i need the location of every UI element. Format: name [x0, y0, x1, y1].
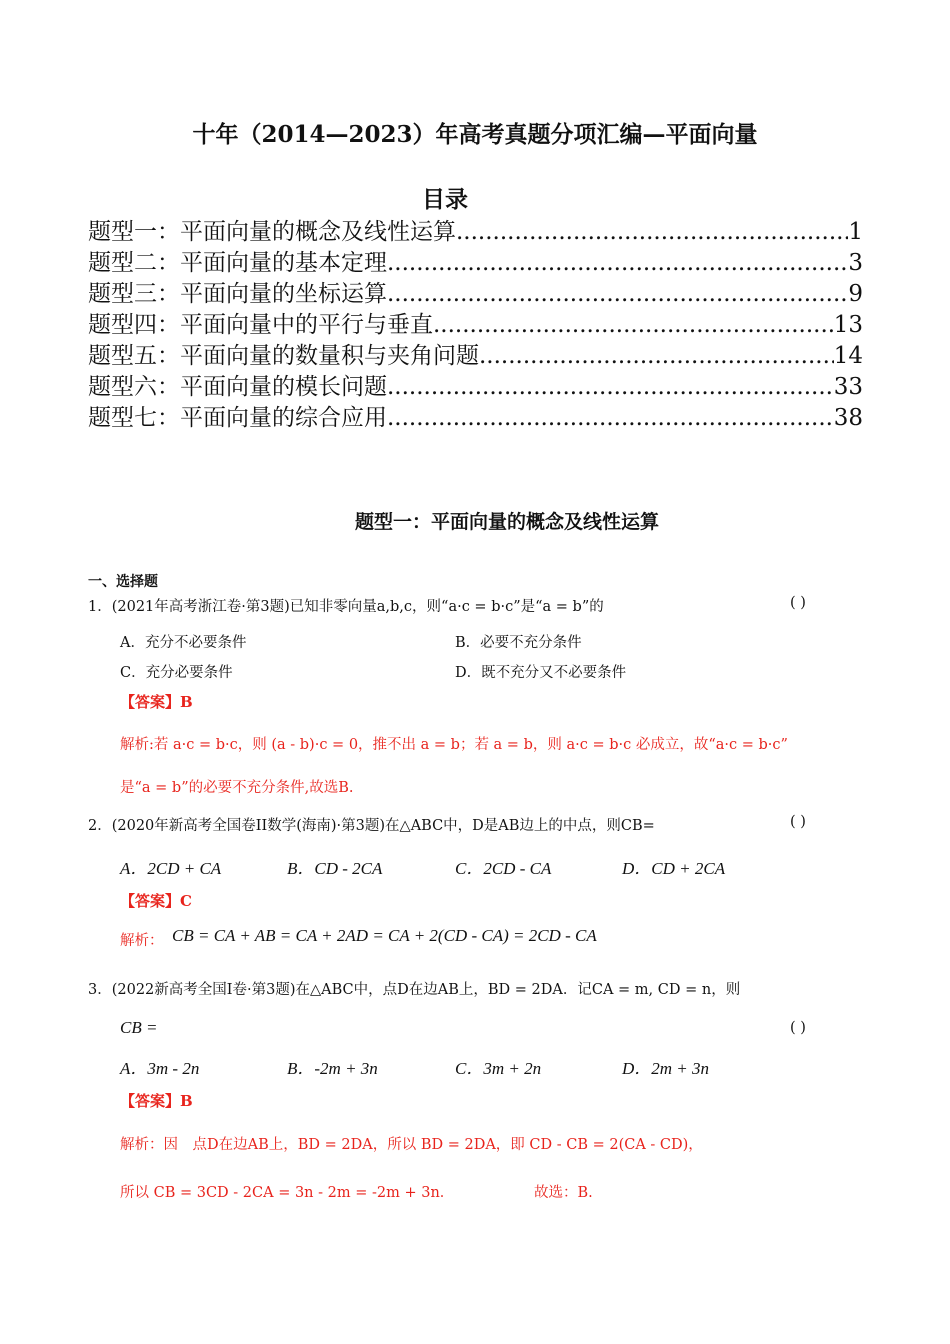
document-title: 十年（2014—2023）年高考真题分项汇编—平面向量 [192, 121, 758, 148]
question-3-stem: 3．(2022新高考全国I卷·第3题)在△ABC中，点D在边AB上，BD = 2DA．记CA = m, CD = n，则 [88, 982, 741, 998]
toc-item[interactable] [88, 213, 863, 244]
analysis-text: 解析：因 点D在边AB上，BD = 2DA，所以 BD = 2DA，即 CD - CB = 2(CA - CD)， [120, 1137, 703, 1153]
option-d: D．2m + 3n [622, 1059, 710, 1078]
option-b: B．-2m + 3n [287, 1059, 378, 1078]
answer-bracket: ( ) [790, 1020, 806, 1036]
toc-item[interactable] [88, 275, 863, 306]
analysis-formula: CB = CA + AB = CA + 2AD = CA + 2(CD - CA) = 2CD - CA [172, 926, 597, 945]
toc-item[interactable] [88, 337, 863, 368]
answer-bracket: ( ) [790, 595, 806, 611]
toc-heading: 目录 [422, 186, 468, 213]
analysis-text: 所以 CB = 3CD - 2CA = 3n - 2m = -2m + 3n． [120, 1185, 455, 1201]
answer-label: 【答案】B [120, 693, 193, 711]
toc-item[interactable] [88, 306, 863, 337]
toc-page: 3 [848, 250, 863, 276]
analysis-conclusion: 故选：B. [534, 1185, 593, 1201]
toc-label: 题型六：平面向量的模长问题 [88, 374, 387, 400]
table-of-contents [88, 213, 863, 430]
option-a: A．3m - 2n [120, 1059, 200, 1078]
analysis-label: 解析： [120, 933, 164, 949]
option-b: B．CD - 2CA [287, 859, 383, 878]
question-3-stem-cont: CB = [120, 1018, 158, 1037]
option-c: C．充分必要条件 [120, 665, 233, 681]
option-a: A．充分不必要条件 [120, 635, 247, 651]
toc-label: 题型二：平面向量的基本定理 [88, 250, 387, 276]
toc-page: 1 [848, 219, 863, 245]
toc-label: 题型一：平面向量的概念及线性运算 [88, 219, 456, 245]
option-a: A．2CD + CA [120, 859, 222, 878]
analysis-text: 解析:若 a·c = b·c，则 (a - b)·c = 0，推不出 a = b；若 a = b，则 a·c = b·c 必成立，故“a·c = b·c” [120, 737, 788, 753]
part-title: 一、选择题 [88, 574, 158, 590]
option-b: B．必要不充分条件 [455, 635, 582, 651]
answer-label: 【答案】C [120, 892, 192, 910]
answer-label: 【答案】B [120, 1092, 193, 1110]
toc-item[interactable] [88, 368, 863, 399]
option-c: C．3m + 2n [455, 1059, 542, 1078]
toc-page: 14 [833, 343, 863, 369]
option-d: D．既不充分又不必要条件 [455, 665, 627, 681]
toc-label: 题型四：平面向量中的平行与垂直 [88, 312, 433, 338]
question-1-stem: 1．(2021年高考浙江卷·第3题)已知非零向量a,b,c，则“a·c = b·c”是“a = b”的 [88, 599, 604, 615]
answer-bracket: ( ) [790, 814, 806, 830]
toc-item[interactable] [88, 244, 863, 275]
toc-label: 题型五：平面向量的数量积与夹角问题 [88, 343, 479, 369]
toc-item[interactable] [88, 399, 863, 430]
toc-page: 13 [833, 312, 863, 338]
toc-page: 9 [848, 281, 863, 307]
analysis-text: 是“a = b”的必要不充分条件,故选B. [120, 780, 354, 796]
toc-label: 题型七：平面向量的综合应用 [88, 405, 387, 431]
option-d: D．CD + 2CA [622, 859, 726, 878]
section-title: 题型一：平面向量的概念及线性运算 [355, 511, 660, 533]
toc-label: 题型三：平面向量的坐标运算 [88, 281, 387, 307]
question-2-stem: 2．(2020年新高考全国卷II数学(海南)·第3题)在△ABC中，D是AB边上的中点，则CB= [88, 818, 655, 834]
toc-page: 33 [833, 374, 863, 400]
toc-page: 38 [833, 405, 863, 431]
option-c: C．2CD - CA [455, 859, 552, 878]
